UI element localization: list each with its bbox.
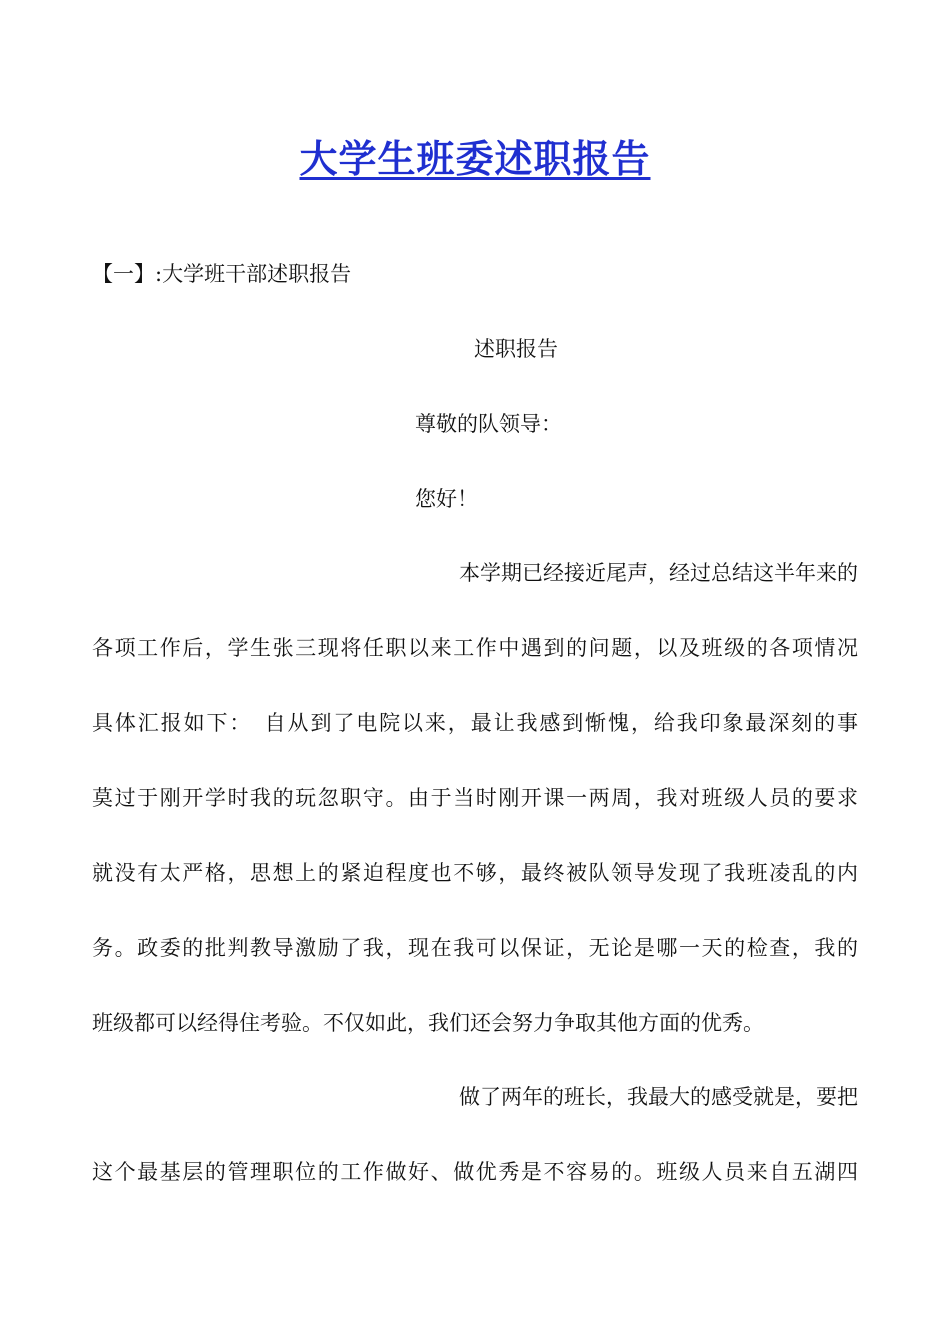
greeting: 您好！	[415, 487, 478, 511]
section-heading: 【一】:大学班干部述职报告	[92, 262, 352, 286]
paragraph-1-line-6: 务。政委的批判教导激励了我，现在我可以保证，无论是哪一天的检查，我的	[92, 936, 858, 960]
document-title: 大学生班委述职报告	[299, 136, 651, 181]
paragraph-2-line-1: 做了两年的班长，我最大的感受就是，要把	[459, 1085, 858, 1109]
report-title: 述职报告	[474, 337, 558, 361]
paragraph-1-line-1: 本学期已经接近尾声，经过总结这半年来的	[459, 561, 858, 585]
paragraph-1-line-5: 就没有太严格，思想上的紧迫程度也不够，最终被队领导发现了我班凌乱的内	[92, 861, 858, 885]
paragraph-1-line-2: 各项工作后，学生张三现将任职以来工作中遇到的问题，以及班级的各项情况	[92, 636, 858, 660]
paragraph-1-line-4: 莫过于刚开学时我的玩忽职守。由于当时刚开课一两周，我对班级人员的要求	[92, 786, 858, 810]
paragraph-2-line-2: 这个最基层的管理职位的工作做好、做优秀是不容易的。班级人员来自五湖四	[92, 1160, 858, 1184]
paragraph-1-line-7: 班级都可以经得住考验。不仅如此，我们还会努力争取其他方面的优秀。	[92, 1011, 764, 1035]
salutation: 尊敬的队领导：	[415, 412, 562, 436]
paragraph-1-line-3: 具体汇报如下： 自从到了电院以来，最让我感到惭愧，给我印象最深刻的事	[92, 711, 858, 735]
